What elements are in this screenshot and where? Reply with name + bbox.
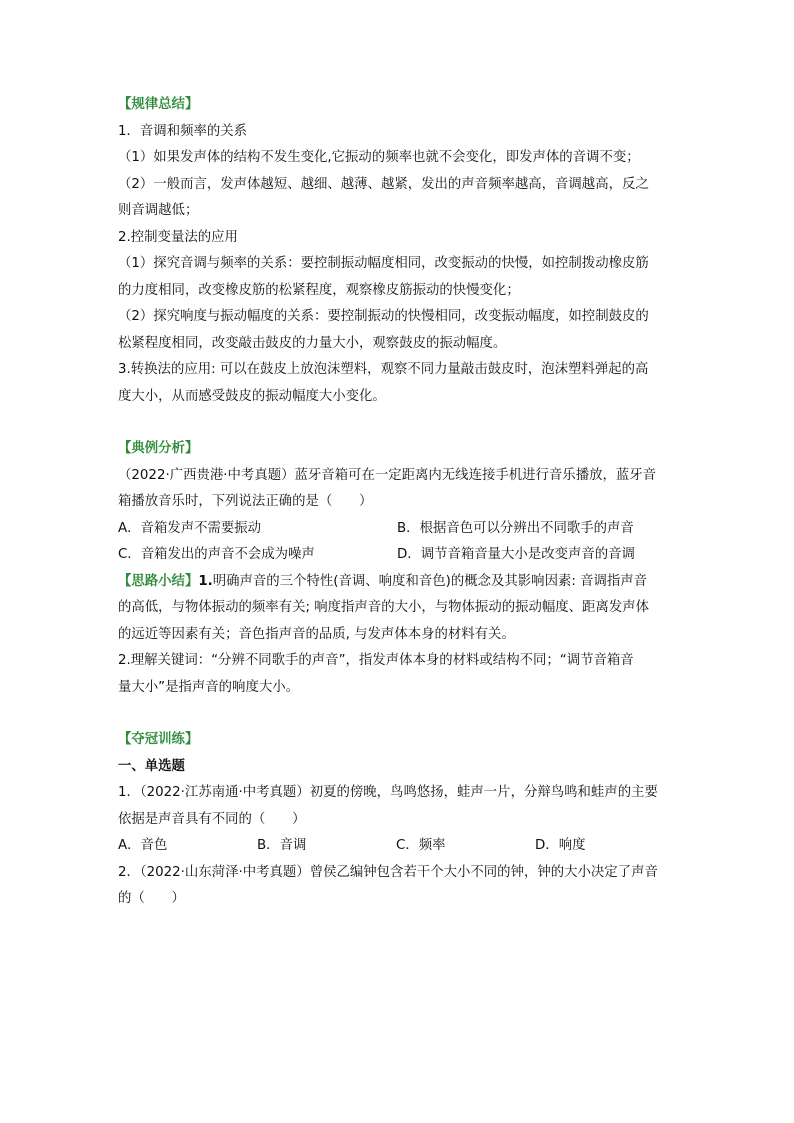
question-1-line-1: 1．（2022·江苏南通·中考真题）初夏的傍晚，鸟鸣悠扬，蛙声一片，分辩鸟鸣和蛙声的主要	[118, 785, 658, 800]
example-question-line-2: 箱播放音乐时，下列说法正确的是（ ）	[118, 494, 373, 509]
rules-line-8: （2）探究响度与振动幅度的关系：要控制振动的快慢相同，改变振动幅度，如控制鼓皮的	[118, 309, 649, 324]
example-options-row-2	[118, 542, 676, 569]
question-1-option-d: D．响度	[535, 838, 586, 853]
rules-line-10: 3.转换法的应用: 可以在鼓皮上放泡沫塑料，观察不同力量敲击鼓皮时，泡沫塑料弹起的高	[118, 362, 649, 377]
question-1-option-a: A．音色	[118, 838, 168, 853]
question-1-line-2: 依据是声音具有不同的（ ）	[118, 811, 306, 827]
summary-line-3: 的远近等因素有关；音色指声音的品质, 与发声体本身的材料有关。	[118, 626, 515, 642]
rules-line-3: （2）一般而言，发声体越短、越细、越薄、越紧，发出的声音频率越高，音调越高，反之	[118, 176, 649, 192]
question-1-options	[118, 833, 676, 860]
example-option-c: C．音箱发出的声音不会成为噪声	[118, 547, 315, 562]
example-option-a: A．音箱发声不需要振动	[118, 520, 262, 536]
training-heading: 【夺冠训练】	[118, 732, 199, 747]
example-option-d: D．调节音箱音量大小是改变声音的音调	[397, 547, 635, 562]
example-heading: 【典例分析】	[118, 441, 199, 456]
section-title: 一、单选题	[118, 758, 185, 774]
spacer	[118, 701, 676, 727]
rules-line-5: 2.控制变量法的应用	[118, 229, 238, 245]
summary-line-2: 的高低，与物体振动的频率有关; 响度指声音的大小，与物体振动的振动幅度、距离发声体	[118, 600, 649, 615]
example-options-row-1	[118, 516, 676, 543]
rules-line-4: 则音调越低；	[118, 203, 199, 218]
question-2-line-2: 的（ ）	[118, 891, 185, 906]
example-option-b: B．根据音色可以分辨出不同歌手的声音	[397, 520, 634, 536]
rules-line-2: （1）如果发声体的结构不发生变化,它振动的频率也就不会变化，即发声体的音调不变；	[118, 150, 640, 165]
question-1-option-c: C．频率	[396, 838, 446, 853]
question-1-option-b: B．音调	[257, 838, 307, 853]
summary-text-1: 明确声音的三个特性(音调、响度和音色)的概念及其影响因素: 音调指声音	[212, 573, 648, 589]
summary-line-1	[118, 569, 676, 596]
rules-line-9: 松紧程度相同，改变敲击鼓皮的力量大小，观察鼓皮的振动幅度。	[118, 335, 507, 351]
summary-line-5: 量大小”是指声音的响度大小。	[118, 679, 300, 695]
example-question-line-1: （2022·广西贵港·中考真题）蓝牙音箱可在一定距离内无线连接手机进行音乐播放，蓝牙音	[118, 467, 657, 483]
spacer	[118, 410, 676, 436]
rules-line-1: 1．音调和频率的关系	[118, 123, 248, 139]
rules-line-6: （1）探究音调与频率的关系：要控制振动幅度相同，改变振动的快慢，如控制拨动橡皮筋	[118, 256, 649, 271]
rules-line-11: 度大小，从而感受鼓皮的振动幅度大小变化。	[118, 388, 386, 404]
summary-line-4: 2.理解关键词：“分辨不同歌手的声音”，指发声体本身的材料或结构不同；“调节音箱音	[118, 653, 634, 668]
rules-summary-heading: 【规律总结】	[118, 97, 199, 112]
rules-line-7: 的力度相同，改变橡皮筋的松紧程度，观察橡皮筋振动的快慢变化；	[118, 282, 520, 298]
page-content	[118, 92, 676, 913]
summary-number: 1.	[198, 573, 213, 589]
summary-heading: 【思路小结】	[118, 573, 199, 589]
question-2-line-1: 2．（2022·山东菏泽·中考真题）曾侯乙编钟包含若干个大小不同的钟，钟的大小决定了声音	[118, 864, 658, 880]
